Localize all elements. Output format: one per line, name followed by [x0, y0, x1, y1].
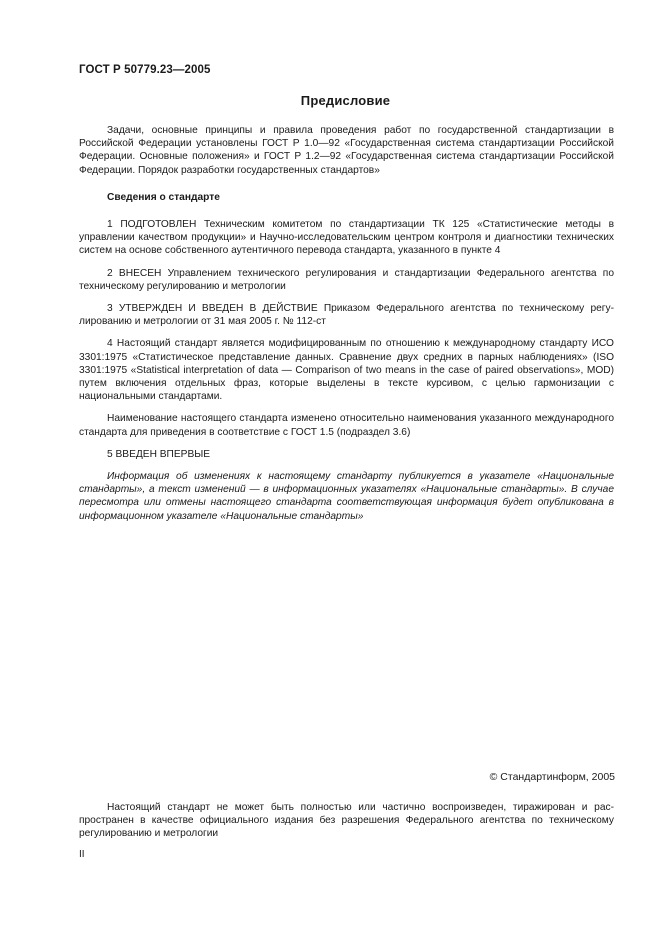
intro-paragraph: Задачи, основные принципы и правила проведения работ по государственной стандартизации в Российской Федерации установлены ГОСТ Р 1.0—92 «Государственная система стандартизации Российской Федерации. Основные положения» и ГОСТ Р 1.2—92 «Государственная система стандартизации Российской Федерации. Порядок разработки государственных стандартов» [79, 125, 614, 176]
rename-paragraph: Наименование настоящего стандарта изменено относительно наименования указанного международного стандарта для приведения в соответствие с ГОСТ 1.5 (подраздел 3.6) [79, 413, 614, 438]
document-code: ГОСТ Р 50779.23—2005 [79, 64, 211, 76]
reproduction-notice: Настоящий стандарт не может быть полностью или частично воспроизведен, тиражирован и распространен в качестве официального издания без разрешения Федерального агентства по техническому регулированию и метрологии [79, 802, 614, 840]
page-number: II [79, 849, 85, 860]
item-5-paragraph: 5 ВВЕДЕН ВПЕРВЫЕ [107, 448, 211, 460]
item-3-paragraph: 3 УТВЕРЖДЕН И ВВЕДЕН В ДЕЙСТВИЕ Приказом Федерального агентства по техническому регулированию и метрологии от 31 мая 2005 г. № 112-ст [79, 303, 614, 328]
subheading-standard-info: Сведения о стандарте [107, 191, 220, 203]
item-4-paragraph: 4 Настоящий стандарт является модифицированным по отношению к международному стандарту ИСО 3301:1975 «Статистическое представление данных. Сравнение двух средних в парных наблюдениях» (ISO 3301:1975 «Statistical interpretation of data — Comparison of two means in the case of paired observations», MOD) путем включения отдельных фраз, которые выделены в тексте курсивом, с целью гармонизации с национальными стандартами. [79, 338, 614, 403]
page-title: Предисловие [300, 93, 391, 108]
foreword-body [79, 124, 614, 523]
item-2-paragraph: 2 ВНЕСЕН Управлением технического регулирования и стандартизации Федерального агентства по техническому регулированию и метрологии [79, 267, 614, 292]
info-paragraph: Информация об изменениях к настоящему стандарту публикуется в указателе «Национальные стандарты», а текст изменений — в информационных указателях «Национальные стандарты». В случае пересмотра или отмены настоящего стандарта соответствующая информация будет опубликована в информационном указателе «Национальные стандарты» [79, 471, 614, 522]
item-1-paragraph: 1 ПОДГОТОВЛЕН Техническим комитетом по стандартизации ТК 125 «Статистические методы в управлении качеством продукции» и Научно-исследовательским центром контроля и диагностики технических систем на основе собственного аутентичного перевода стандарта, указанного в пункте 4 [79, 219, 614, 257]
copyright-notice: © Стандартинформ, 2005 [489, 771, 615, 783]
footer-note [79, 801, 614, 841]
